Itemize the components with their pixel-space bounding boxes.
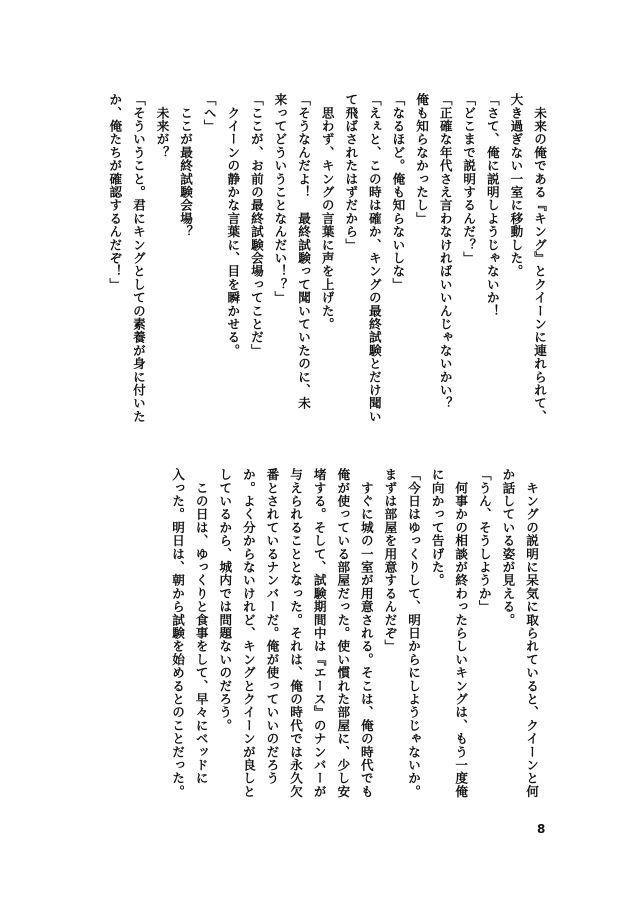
text-line: すぐに城の一室が用意される。そこは、俺の時代でも — [358, 468, 374, 798]
text-line: 「そういうこと。君にキングとしての素養が身に付いた — [130, 93, 146, 423]
text-line: 思わず、キングの言葉に声を上げた。 — [319, 93, 335, 331]
text-line: しているから、城内では問題ないのだろう。 — [217, 468, 233, 732]
text-line: か話している姿が見える。 — [500, 468, 516, 627]
text-line: 俺も知らなかったし」 — [414, 93, 430, 225]
text-line: 未来が？ — [154, 93, 170, 159]
text-line: この日は、ゆっくりと食事をして、早々にベッドに — [193, 468, 209, 785]
text-line: 「ここが、お前の最終試験会場ってことだ」 — [248, 93, 264, 357]
text-line: キングの説明に呆気に取られていると、クイーンと何 — [524, 468, 539, 798]
text-line: ここが最終試験会場？ — [178, 93, 194, 239]
text-line: 「うん、そうしようか」 — [476, 468, 492, 614]
text-line: 大き過ぎない一室に移動した。 — [508, 93, 524, 278]
text-line: 「今日はゆっくりして、明日からにしようじゃないか。 — [406, 468, 422, 798]
page-number: 8 — [537, 822, 546, 836]
text-line: か。よく分からないけれど、キングとクイーンが良しと — [240, 468, 256, 798]
lower-text-column — [166, 468, 544, 813]
text-line: て飛ばされたはずだから」 — [343, 93, 359, 252]
text-line: 「えぇと、この時は確か、キングの最終試験とだけ聞い — [366, 93, 382, 423]
text-line: 堵する。そして、試験期間中は『エース』のナンバーが — [311, 468, 327, 798]
text-line: 俺が使っている部屋だった。使い慣れた部屋に、少し安 — [335, 468, 351, 798]
text-line: 「正確な年代さえ言わなければいいんじゃないかい？ — [437, 93, 453, 410]
upper-text-column — [103, 93, 551, 448]
text-line: 来ってどういうことなんだい！？」 — [272, 93, 288, 305]
text-line: 未来の俺である『キング』とクイーンに連れられて、 — [532, 93, 547, 423]
text-line: 「どこまで説明するんだ？」 — [461, 93, 477, 265]
text-line: 入った。明日は、朝から試験を始めるとのことだった。 — [170, 468, 186, 798]
text-line: クイーンの静かな言葉に、目を瞬かせる。 — [225, 93, 241, 357]
text-line: 与えられることとなった。それは、俺の時代では永久欠 — [288, 468, 304, 798]
text-line: 「さて、俺に説明しようじゃないか！ — [484, 93, 500, 318]
text-line: 「へ」 — [201, 93, 217, 133]
text-line: 「そうなんだよ！ 最終試験って聞いていたのに、未 — [296, 93, 312, 410]
text-line: まずは部屋を用意するんだぞ」 — [382, 468, 398, 653]
text-line: に向かって告げた。 — [429, 468, 445, 587]
text-line: か、俺たちが確認するんだぞ！」 — [107, 93, 123, 291]
text-line: 番とされているナンバーだ。俺が使っていいのだろう — [264, 468, 280, 785]
text-line: 「なるほど。俺も知らないしな」 — [390, 93, 406, 291]
text-line: 何事かの相談が終わったらしいキングは、もう一度俺 — [453, 468, 469, 798]
